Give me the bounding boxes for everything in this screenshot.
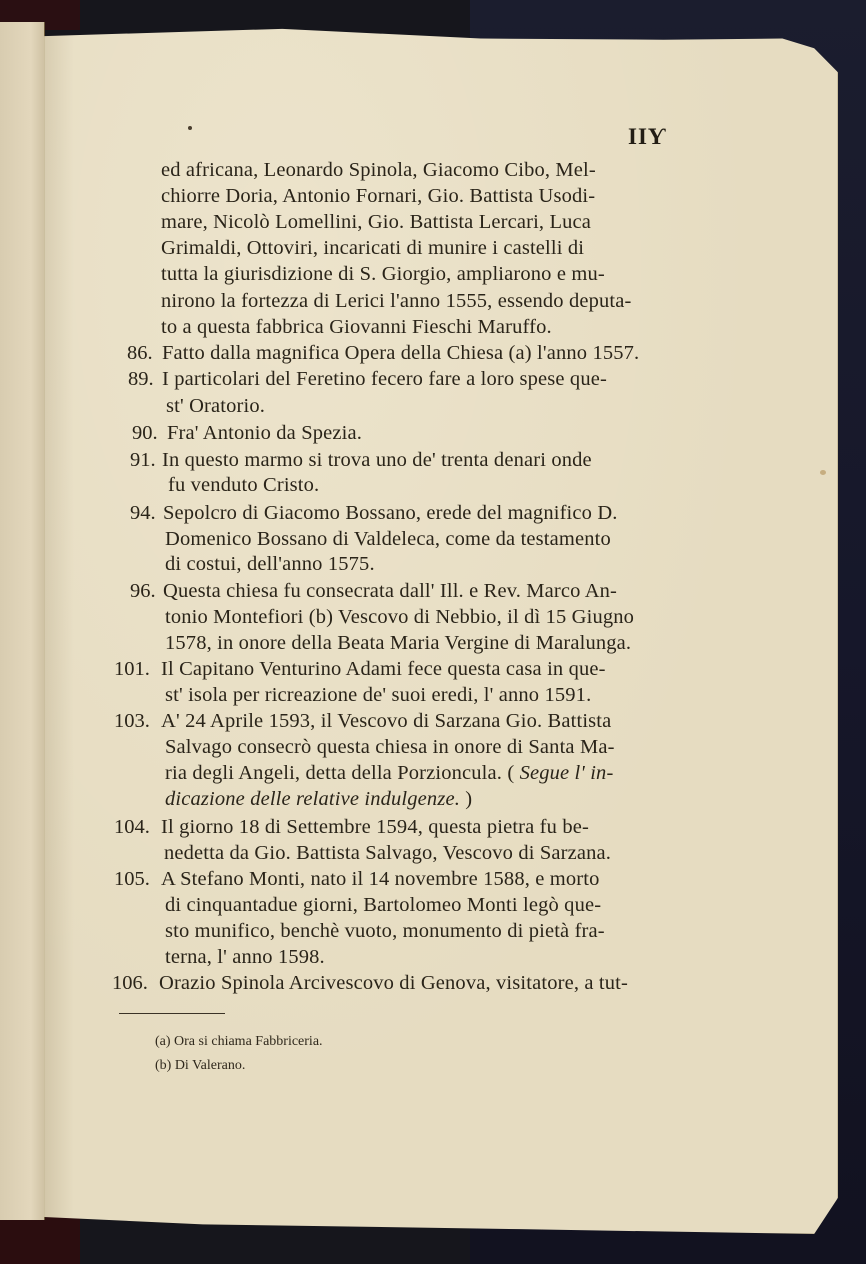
- entry-number: 89.: [128, 368, 154, 390]
- intro-line: ed africana, Leonardo Spinola, Giacomo Cibo, Mel-: [161, 159, 596, 181]
- entry-number: 101.: [114, 658, 150, 680]
- entry-line: Il giorno 18 di Settembre 1594, questa pietra fu be-: [161, 816, 589, 838]
- entry-line: st' isola per ricreazione de' suoi eredi, l' anno 1591.: [165, 684, 592, 706]
- entry-number: 94.: [130, 502, 156, 524]
- entry-line: I particolari del Feretino fecero fare a loro spese que-: [162, 368, 607, 390]
- entry-number: 90.: [132, 422, 158, 444]
- entry-line: Domenico Bossano di Valdeleca, come da testamento: [165, 528, 611, 550]
- intro-line: chiorre Doria, Antonio Fornari, Gio. Battista Usodi-: [161, 185, 596, 207]
- entry-line: Orazio Spinola Arcivescovo di Genova, visitatore, a tut-: [159, 972, 628, 994]
- entry-number: 96.: [130, 580, 156, 602]
- entry-number: 103.: [114, 710, 150, 732]
- closing-paren: ): [459, 788, 473, 810]
- intro-line: nirono la fortezza di Lerici l'anno 1555, essendo deputa-: [161, 290, 632, 312]
- entry-line: sto munifico, benchè vuoto, monumento di pietà fra-: [165, 920, 605, 942]
- page-number: IIƳ: [628, 124, 668, 149]
- entry-line: tonio Montefiori (b) Vescovo di Nebbio, il dì 15 Giugno: [165, 606, 635, 628]
- entry-line: di costui, dell'anno 1575.: [165, 553, 375, 575]
- intro-line: to a questa fabbrica Giovanni Fieschi Maruffo.: [161, 316, 552, 338]
- entry-number: 106.: [112, 972, 148, 994]
- entry-line: A Stefano Monti, nato il 14 novembre 1588, e morto: [161, 868, 600, 890]
- entry-line: [165, 786, 472, 812]
- entry-line: Sepolcro di Giacomo Bossano, erede del magnifico D.: [163, 502, 618, 524]
- entry-line: 1578, in onore della Beata Maria Vergine di Maralunga.: [165, 632, 632, 654]
- entry-line: Questa chiesa fu consecrata dall' Ill. e Rev. Marco An-: [163, 580, 618, 602]
- italic-note: Segue l' in-: [519, 762, 614, 784]
- intro-line: mare, Nicolò Lomellini, Gio. Battista Lercari, Luca: [161, 211, 592, 233]
- entry-line: di cinquantadue giorni, Bartolomeo Monti legò que-: [165, 894, 602, 916]
- printer-mark: [188, 126, 192, 130]
- entry-line: Il Capitano Venturino Adami fece questa casa in que-: [161, 658, 606, 680]
- entry-number: 105.: [114, 868, 150, 890]
- entry-line-text: ria degli Angeli, detta della Porzioncula. (: [165, 762, 515, 784]
- entry-number: 104.: [114, 816, 150, 838]
- entry-line: fu venduto Cristo.: [168, 474, 320, 496]
- entry-line: [165, 760, 613, 786]
- footnote-divider: [119, 1013, 225, 1014]
- intro-line: tutta la giurisdizione di S. Giorgio, ampliarono e mu-: [161, 263, 605, 285]
- entry-line: Salvago consecrò questa chiesa in onore di Santa Ma-: [165, 736, 615, 758]
- entry-number: 91.: [130, 449, 156, 471]
- entry-line: Fatto dalla magnifica Opera della Chiesa (a) l'anno 1557.: [162, 342, 640, 364]
- entry-line: A' 24 Aprile 1593, il Vescovo di Sarzana Gio. Battista: [161, 710, 612, 732]
- entry-line: nedetta da Gio. Battista Salvago, Vescovo di Sarzana.: [164, 842, 612, 864]
- intro-line: Grimaldi, Ottoviri, incaricati di munire i castelli di: [161, 237, 585, 259]
- entry-line: st' Oratorio.: [166, 395, 266, 417]
- entry-line: terna, l' anno 1598.: [165, 946, 325, 968]
- entry-line: In questo marmo si trova uno de' trenta denari onde: [162, 449, 592, 471]
- italic-note: dicazione delle relative indulgenze.: [165, 788, 460, 810]
- footnote-b: (b) Di Valerano.: [155, 1058, 246, 1073]
- footnote-a: (a) Ora si chiama Fabbriceria.: [155, 1034, 323, 1049]
- entry-number: 86.: [127, 342, 153, 364]
- entry-line: Fra' Antonio da Spezia.: [167, 422, 363, 444]
